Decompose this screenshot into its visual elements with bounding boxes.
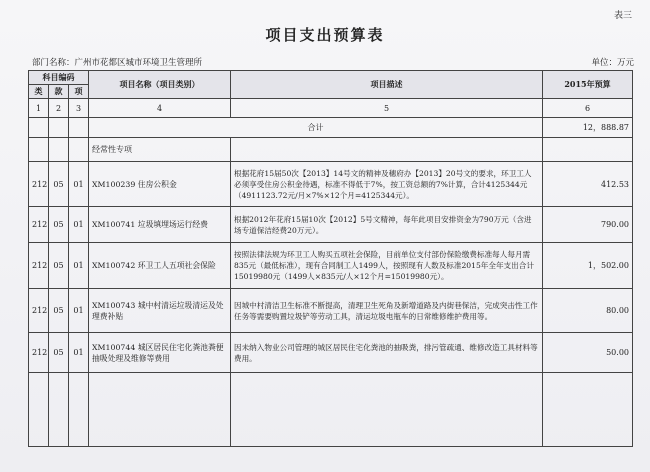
row-project-desc: 根据花府15届50次【2013】14号文的精神及穗府办【2013】20号文的要求，环卫工人必须享受住房公积金待遇，标准不得低于7%，按工资总额的7%计算，合计4125344元（4911123.72元/月×7%×12个月=4125344元）。	[231, 162, 543, 207]
index-cell: 3	[69, 99, 89, 118]
header-code-group: 科目编码	[29, 71, 89, 85]
table-row	[29, 243, 633, 289]
row-lei: 212	[29, 333, 49, 373]
index-cell: 2	[49, 99, 69, 118]
row-kuan: 05	[49, 207, 69, 243]
row-lei: 212	[29, 289, 49, 333]
table-row	[29, 207, 633, 243]
row-project-desc: 按照法律法规为环卫工人购买五项社会保险，目前单位支付部份保险缴费标准每人每月需835元（最低标准），现有合同制工人1499人，按照现有人数及标准2015年全年支出合计15019980元（1499人×835元/人×12个月=15019980元）。	[231, 243, 543, 289]
row-lei: 212	[29, 243, 49, 289]
row-kuan: 05	[49, 162, 69, 207]
row-xiang: 01	[69, 333, 89, 373]
index-cell: 6	[543, 99, 633, 118]
header-lei: 类	[29, 85, 49, 99]
row-xiang: 01	[69, 289, 89, 333]
category-row	[29, 138, 633, 162]
row-project-desc: 因未纳入物业公司管理的城区居民住宅化粪池的抽吸粪，排污管疏通、维修改造工具材料等费用。	[231, 333, 543, 373]
row-kuan: 05	[49, 289, 69, 333]
index-cell: 1	[29, 99, 49, 118]
row-lei: 212	[29, 162, 49, 207]
row-xiang: 01	[69, 207, 89, 243]
row-project-name: XM100239 住房公积金	[89, 162, 231, 207]
index-row	[29, 99, 633, 118]
index-cell: 4	[89, 99, 231, 118]
category-label: 经常性专项	[89, 138, 231, 162]
page-title: 项目支出预算表	[265, 26, 385, 44]
budget-table	[28, 70, 633, 447]
unit-label: 单位：万元	[591, 58, 634, 68]
row-project-desc: 根据2012年花府15届10次【2012】5号文精神，每年此项目安排资金为790万元（含进场专道保洁经费20万元）。	[231, 207, 543, 243]
sheet-number: 表三	[613, 11, 632, 21]
row-project-name: XM100742 环卫工人五项社会保险	[89, 243, 231, 289]
index-cell: 5	[231, 99, 543, 118]
header-project-name: 项目名称（项目类别）	[89, 71, 231, 99]
row-project-name: XM100743 城中村清运垃圾清运及处理费补贴	[89, 289, 231, 333]
header-kuan: 款	[49, 85, 69, 99]
row-budget-value: 412.53	[543, 162, 633, 207]
header-xiang: 项	[69, 85, 89, 99]
row-budget-value: 80.00	[543, 289, 633, 333]
row-budget-value: 790.00	[543, 207, 633, 243]
table-row	[29, 289, 633, 333]
row-budget-value: 1，502.00	[543, 243, 633, 289]
department-name: 部门名称：广州市花都区城市环境卫生管理所	[32, 58, 203, 68]
header-budget: 2015年预算	[543, 71, 633, 99]
total-value: 12，888.87	[543, 118, 633, 138]
row-kuan: 05	[49, 333, 69, 373]
row-lei: 212	[29, 207, 49, 243]
header-row-1	[29, 71, 633, 85]
row-kuan: 05	[49, 243, 69, 289]
row-project-desc: 因城中村清洁卫生标准不断提高，清理卫生死角及新增道路及内街巷保洁，完成突击性工作任务等需要购置垃圾铲等劳动工具，清运垃圾电瓶车的日常维修维护费用等。	[231, 289, 543, 333]
row-project-name: XM100741 垃圾填埋场运行经费	[89, 207, 231, 243]
header-project-desc: 项目描述	[231, 71, 543, 99]
row-budget-value: 50.00	[543, 333, 633, 373]
total-row	[29, 118, 633, 138]
row-project-name: XM100744 城区居民住宅化粪池粪便抽吸处理及维修等费用	[89, 333, 231, 373]
table-row	[29, 162, 633, 207]
total-label: 合计	[89, 118, 543, 138]
empty-row	[29, 373, 633, 447]
row-xiang: 01	[69, 162, 89, 207]
row-xiang: 01	[69, 243, 89, 289]
table-row	[29, 333, 633, 373]
